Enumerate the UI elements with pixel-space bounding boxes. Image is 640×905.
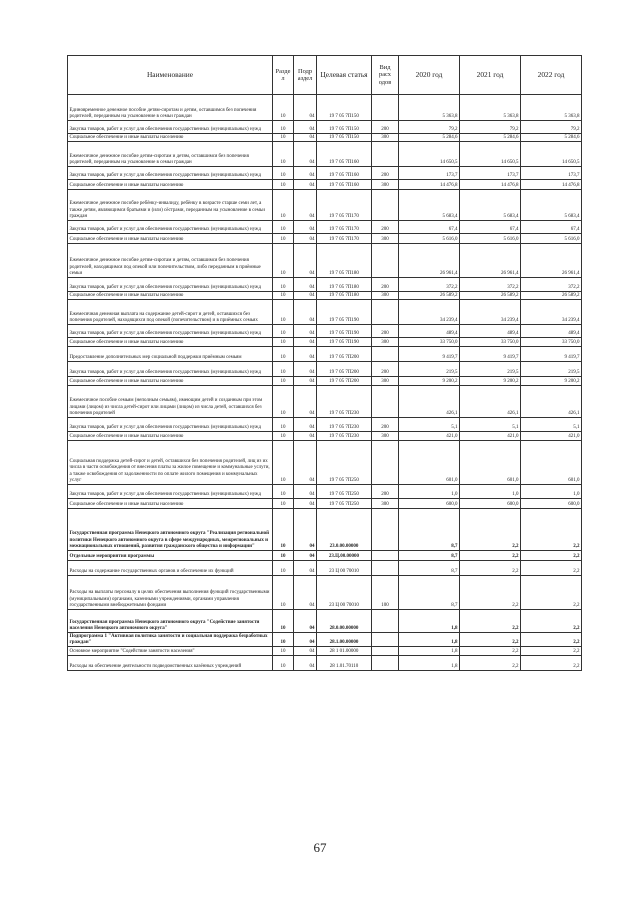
- row-2022: 1,0: [521, 485, 582, 499]
- row-target: 19 7 05 7П170: [317, 221, 372, 234]
- row-vid: [372, 386, 399, 418]
- row-target: 19 7 05 7П190: [317, 300, 372, 325]
- budget-table: [67, 55, 582, 671]
- row-target: 19 7 05 7П150: [317, 134, 372, 142]
- table-row: [68, 441, 582, 485]
- row-2020: 1,8: [399, 656, 460, 671]
- row-razdel: 10: [273, 509, 294, 551]
- header-podrazdel: Подр аздел: [294, 56, 317, 95]
- row-2021: 26 961,4: [460, 244, 521, 278]
- row-2020: 601,0: [399, 441, 460, 485]
- row-name: Расходы на выплаты персоналу в целях обеспечения выполнения функций государственными (муниципальными) органами, казенными учреждениями, органами управления государственными внебюджетными фондами: [68, 576, 273, 610]
- table-row: [68, 485, 582, 499]
- table-row: [68, 221, 582, 234]
- row-2020: 8,7: [399, 551, 460, 561]
- header-2021: 2021 год: [460, 56, 521, 95]
- row-vid: [372, 610, 399, 633]
- row-razdel: 10: [273, 647, 294, 656]
- table-row: [68, 95, 582, 121]
- row-target: 19 7 05 7П190: [317, 325, 372, 338]
- row-vid: 300: [372, 180, 399, 190]
- row-vid: 200: [372, 362, 399, 377]
- table-row: [68, 347, 582, 362]
- row-2022: 2,2: [521, 551, 582, 561]
- row-2020: 67,4: [399, 221, 460, 234]
- row-razdel: 10: [273, 499, 294, 509]
- row-vid: 300: [372, 499, 399, 509]
- row-vid: 100: [372, 576, 399, 610]
- row-podrazdel: 04: [294, 95, 317, 121]
- row-vid: 300: [372, 292, 399, 300]
- row-vid: 200: [372, 167, 399, 180]
- row-2021: 14 650,5: [460, 142, 521, 167]
- row-name: Ежемесячное пособие семьям (неполным семьям), имеющим детей и созданным при этом лицами (лицом) из числа детей-сирот или лицами (лицом) из числа детей, оставшихся без попечения родителей: [68, 386, 273, 418]
- row-podrazdel: 04: [294, 234, 317, 244]
- row-2021: 600,0: [460, 499, 521, 509]
- row-podrazdel: 04: [294, 561, 317, 576]
- table-row: [68, 509, 582, 551]
- table-row: [68, 121, 582, 134]
- row-target: 19 7 05 7П200: [317, 347, 372, 362]
- table-row: [68, 292, 582, 300]
- row-2021: 219,5: [460, 362, 521, 377]
- table-row: [68, 576, 582, 610]
- row-2021: 2,2: [460, 509, 521, 551]
- row-2020: 1,8: [399, 647, 460, 656]
- row-target: 28.1.00.00000: [317, 633, 372, 647]
- row-target: 23 Ц 00 70010: [317, 576, 372, 610]
- row-podrazdel: 04: [294, 167, 317, 180]
- row-podrazdel: 04: [294, 121, 317, 134]
- row-2022: 2,2: [521, 656, 582, 671]
- row-name: Закупка товаров, работ и услуг для обеспечения государственных (муниципальных) нужд: [68, 485, 273, 499]
- table-row: [68, 386, 582, 418]
- row-2022: 33 750,0: [521, 338, 582, 347]
- table-row: [68, 300, 582, 325]
- row-vid: 200: [372, 278, 399, 292]
- row-razdel: 10: [273, 300, 294, 325]
- row-podrazdel: 04: [294, 509, 317, 551]
- row-name: Закупка товаров, работ и услуг для обеспечения государственных (муниципальных) нужд: [68, 221, 273, 234]
- row-2022: 67,4: [521, 221, 582, 234]
- row-name: Социальная поддержка детей-сирот и детей, оставшихся без попечения родителей, лиц из их числа в части освобождения от внесения платы за жилое помещение и коммунальные услуги, а также освобождения от задолженности по оплате жилого помещения и коммунальных услуг: [68, 441, 273, 485]
- row-razdel: 10: [273, 576, 294, 610]
- row-razdel: 10: [273, 362, 294, 377]
- table-row: [68, 325, 582, 338]
- row-podrazdel: 04: [294, 325, 317, 338]
- row-2021: 9 419,7: [460, 347, 521, 362]
- row-razdel: 10: [273, 633, 294, 647]
- row-2021: 372,2: [460, 278, 521, 292]
- row-2022: 2,2: [521, 610, 582, 633]
- table-row: [68, 142, 582, 167]
- row-2021: 2,2: [460, 647, 521, 656]
- row-podrazdel: 04: [294, 244, 317, 278]
- row-vid: 300: [372, 338, 399, 347]
- header-vid: Вид расх одов: [372, 56, 399, 95]
- row-2021: 421,0: [460, 432, 521, 441]
- row-2020: 1,8: [399, 610, 460, 633]
- row-2020: 600,0: [399, 499, 460, 509]
- row-2020: 219,5: [399, 362, 460, 377]
- row-vid: 300: [372, 432, 399, 441]
- table-row: [68, 656, 582, 671]
- row-2020: 79,2: [399, 121, 460, 134]
- row-name: Социальное обеспечение и иные выплаты населению: [68, 234, 273, 244]
- row-target: 19 7 05 7П230: [317, 432, 372, 441]
- row-razdel: 10: [273, 432, 294, 441]
- row-2022: 14 650,5: [521, 142, 582, 167]
- row-razdel: 10: [273, 121, 294, 134]
- row-podrazdel: 04: [294, 499, 317, 509]
- row-2022: 34 239,4: [521, 300, 582, 325]
- row-2020: 14 476,8: [399, 180, 460, 190]
- row-podrazdel: 04: [294, 300, 317, 325]
- row-razdel: 10: [273, 551, 294, 561]
- row-2022: 9 200,2: [521, 377, 582, 386]
- table-row: [68, 234, 582, 244]
- row-target: 28 1.01.70110: [317, 656, 372, 671]
- row-2021: 33 750,0: [460, 338, 521, 347]
- row-razdel: 10: [273, 134, 294, 142]
- row-vid: 200: [372, 121, 399, 134]
- row-2022: 601,0: [521, 441, 582, 485]
- row-vid: [372, 244, 399, 278]
- row-vid: [372, 633, 399, 647]
- row-vid: [372, 190, 399, 221]
- row-2021: 14 476,8: [460, 180, 521, 190]
- row-2021: 5,1: [460, 418, 521, 432]
- row-vid: 200: [372, 325, 399, 338]
- row-2022: 26 961,4: [521, 244, 582, 278]
- row-razdel: 10: [273, 244, 294, 278]
- row-2022: 219,5: [521, 362, 582, 377]
- row-razdel: 10: [273, 180, 294, 190]
- row-vid: [372, 551, 399, 561]
- row-2022: 14 476,8: [521, 180, 582, 190]
- table-header-row: [68, 56, 582, 95]
- row-2020: 5 284,6: [399, 134, 460, 142]
- row-2020: 372,2: [399, 278, 460, 292]
- row-vid: [372, 647, 399, 656]
- row-2020: 26 589,2: [399, 292, 460, 300]
- row-target: 23 Ц 00 70010: [317, 561, 372, 576]
- row-podrazdel: 04: [294, 485, 317, 499]
- row-razdel: 10: [273, 221, 294, 234]
- row-name: Закупка товаров, работ и услуг для обеспечения государственных (муниципальных) нужд: [68, 167, 273, 180]
- row-target: 23.0.00.00000: [317, 509, 372, 551]
- row-target: 19 7 05 7П200: [317, 362, 372, 377]
- row-vid: 300: [372, 377, 399, 386]
- row-podrazdel: 04: [294, 142, 317, 167]
- row-2021: 5 363,8: [460, 95, 521, 121]
- row-razdel: 10: [273, 561, 294, 576]
- row-name: Государственная программа Ненецкого автономного округа "Реализация региональной политики Ненецкого автономного округа в сфере международных, межрегиональных и межнациональных отношений, развития гражданского общества и информации": [68, 509, 273, 551]
- row-podrazdel: 04: [294, 362, 317, 377]
- row-2020: 1,8: [399, 633, 460, 647]
- row-razdel: 10: [273, 610, 294, 633]
- row-2022: 426,1: [521, 386, 582, 418]
- row-razdel: 10: [273, 418, 294, 432]
- row-2020: 421,0: [399, 432, 460, 441]
- row-name: Закупка товаров, работ и услуг для обеспечения государственных (муниципальных) нужд: [68, 325, 273, 338]
- header-razdel: Разде л: [273, 56, 294, 95]
- table-row: [68, 338, 582, 347]
- row-2020: 5,1: [399, 418, 460, 432]
- row-target: 19 7 05 7П160: [317, 180, 372, 190]
- row-name: Подпрограмма 1 "Активная политика занятости и социальная поддержка безработных граждан": [68, 633, 273, 647]
- table-row: [68, 647, 582, 656]
- row-name: Социальное обеспечение и иные выплаты населению: [68, 499, 273, 509]
- row-2022: 600,0: [521, 499, 582, 509]
- table-row: [68, 432, 582, 441]
- row-razdel: 10: [273, 656, 294, 671]
- row-target: 19 7 05 7П150: [317, 121, 372, 134]
- row-razdel: 10: [273, 347, 294, 362]
- row-vid: [372, 347, 399, 362]
- row-2020: 1,0: [399, 485, 460, 499]
- row-vid: 300: [372, 234, 399, 244]
- row-2022: 79,2: [521, 121, 582, 134]
- row-2020: 14 650,5: [399, 142, 460, 167]
- row-vid: [372, 95, 399, 121]
- row-razdel: 10: [273, 167, 294, 180]
- row-vid: [372, 300, 399, 325]
- row-2022: 5 616,0: [521, 234, 582, 244]
- row-target: 19 7 05 7П180: [317, 244, 372, 278]
- table-row: [68, 190, 582, 221]
- row-name: Отдельные мероприятия программы: [68, 551, 273, 561]
- table-row: [68, 134, 582, 142]
- row-vid: 200: [372, 418, 399, 432]
- row-2021: 2,2: [460, 656, 521, 671]
- row-vid: [372, 561, 399, 576]
- row-2022: 26 589,2: [521, 292, 582, 300]
- row-2022: 5 363,8: [521, 95, 582, 121]
- row-2022: 372,2: [521, 278, 582, 292]
- row-2020: 5 683,4: [399, 190, 460, 221]
- row-podrazdel: 04: [294, 386, 317, 418]
- table-row: [68, 180, 582, 190]
- row-2021: 601,0: [460, 441, 521, 485]
- row-2022: 173,7: [521, 167, 582, 180]
- row-2022: 2,2: [521, 647, 582, 656]
- row-name: Социальное обеспечение и иные выплаты населению: [68, 292, 273, 300]
- table-row: [68, 377, 582, 386]
- row-podrazdel: 04: [294, 221, 317, 234]
- row-podrazdel: 04: [294, 278, 317, 292]
- row-2020: 426,1: [399, 386, 460, 418]
- table-row: [68, 167, 582, 180]
- row-podrazdel: 04: [294, 338, 317, 347]
- row-2021: 5 616,0: [460, 234, 521, 244]
- row-podrazdel: 04: [294, 180, 317, 190]
- row-podrazdel: 04: [294, 377, 317, 386]
- table-row: [68, 244, 582, 278]
- row-name: Закупка товаров, работ и услуг для обеспечения государственных (муниципальных) нужд: [68, 278, 273, 292]
- row-podrazdel: 04: [294, 633, 317, 647]
- row-vid: [372, 142, 399, 167]
- row-target: 19 7 05 7П180: [317, 278, 372, 292]
- row-razdel: 10: [273, 278, 294, 292]
- row-name: Социальное обеспечение и иные выплаты населению: [68, 180, 273, 190]
- row-2021: 2,2: [460, 561, 521, 576]
- row-target: 19 7 05 7П160: [317, 167, 372, 180]
- row-2022: 2,2: [521, 561, 582, 576]
- row-2021: 1,0: [460, 485, 521, 499]
- row-2020: 5 363,8: [399, 95, 460, 121]
- row-podrazdel: 04: [294, 647, 317, 656]
- row-razdel: 10: [273, 292, 294, 300]
- row-target: 19 7 05 7П250: [317, 441, 372, 485]
- table-row: [68, 561, 582, 576]
- row-name: Предоставление дополнительных мер социальной поддержки приёмным семьям: [68, 347, 273, 362]
- row-razdel: 10: [273, 338, 294, 347]
- row-2021: 426,1: [460, 386, 521, 418]
- row-name: Закупка товаров, работ и услуг для обеспечения государственных (муниципальных) нужд: [68, 418, 273, 432]
- row-target: 19 7 05 7П170: [317, 234, 372, 244]
- row-target: 19 7 05 7П160: [317, 142, 372, 167]
- row-2020: 9 419,7: [399, 347, 460, 362]
- row-2021: 2,2: [460, 551, 521, 561]
- row-target: 23.Ц.00.00000: [317, 551, 372, 561]
- row-vid: [372, 441, 399, 485]
- row-podrazdel: 04: [294, 551, 317, 561]
- row-name: Расходы на содержание государственных органов и обеспечение их функций: [68, 561, 273, 576]
- row-razdel: 10: [273, 377, 294, 386]
- row-name: Социальное обеспечение и иные выплаты населению: [68, 134, 273, 142]
- row-2022: 5,1: [521, 418, 582, 432]
- row-2020: 489,4: [399, 325, 460, 338]
- row-2022: 2,2: [521, 633, 582, 647]
- row-2022: 5 284,6: [521, 134, 582, 142]
- row-podrazdel: 04: [294, 418, 317, 432]
- table-row: [68, 610, 582, 633]
- row-2022: 5 683,4: [521, 190, 582, 221]
- header-2020: 2020 год: [399, 56, 460, 95]
- row-target: 19 7 05 7П180: [317, 292, 372, 300]
- row-2020: 34 239,4: [399, 300, 460, 325]
- row-target: 19 7 05 7П230: [317, 386, 372, 418]
- row-name: Ежемесячное денежное пособие детям-сиротам и детям, оставшимся без попечения родителей, находящимся под опекой или попечительством, либо переданным в приёмные семьи: [68, 244, 273, 278]
- row-vid: 300: [372, 134, 399, 142]
- row-name: Социальное обеспечение и иные выплаты населению: [68, 338, 273, 347]
- row-2021: 2,2: [460, 576, 521, 610]
- row-name: Расходы на обеспечение деятельности подведомственных казённых учреждений: [68, 656, 273, 671]
- row-2021: 34 239,4: [460, 300, 521, 325]
- row-podrazdel: 04: [294, 656, 317, 671]
- row-2020: 9 200,2: [399, 377, 460, 386]
- row-2021: 26 589,2: [460, 292, 521, 300]
- row-2021: 79,2: [460, 121, 521, 134]
- row-name: Социальное обеспечение и иные выплаты населению: [68, 432, 273, 441]
- row-razdel: 10: [273, 485, 294, 499]
- row-name: Государственная программа Ненецкого автономного округа "Содействие занятости населения Ненецкого автономного округа": [68, 610, 273, 633]
- row-name: Ежемесячное денежное пособие детям-сиротам и детям, оставшимся без попечения родителей, переданным на усыновление в семьи граждан: [68, 142, 273, 167]
- row-vid: 200: [372, 221, 399, 234]
- row-name: Ежемесячное денежное пособие ребёнку-инвалиду, ребёнку в возрасте старше семи лет, а также детям, являющимся братьями и (или) сёстрами, переданным на усыновление в семьи граждан: [68, 190, 273, 221]
- row-target: 19 7 05 7П250: [317, 485, 372, 499]
- row-razdel: 10: [273, 441, 294, 485]
- row-podrazdel: 04: [294, 134, 317, 142]
- row-target: 19 7 05 7П190: [317, 338, 372, 347]
- row-2020: 8,7: [399, 576, 460, 610]
- row-podrazdel: 04: [294, 292, 317, 300]
- row-name: Социальное обеспечение и иные выплаты населению: [68, 377, 273, 386]
- row-2020: 173,7: [399, 167, 460, 180]
- header-name: Наименование: [68, 56, 273, 95]
- row-podrazdel: 04: [294, 441, 317, 485]
- table-row: [68, 278, 582, 292]
- row-vid: [372, 656, 399, 671]
- row-2021: 5 284,6: [460, 134, 521, 142]
- row-2021: 173,7: [460, 167, 521, 180]
- row-target: 19 7 05 7П250: [317, 499, 372, 509]
- row-target: 19 7 05 7П230: [317, 418, 372, 432]
- row-podrazdel: 04: [294, 610, 317, 633]
- row-2020: 33 750,0: [399, 338, 460, 347]
- row-2022: 489,4: [521, 325, 582, 338]
- row-target: 19 7 05 7П150: [317, 95, 372, 121]
- row-podrazdel: 04: [294, 576, 317, 610]
- row-name: Основное мероприятие "Содействие занятости населения": [68, 647, 273, 656]
- table-row: [68, 551, 582, 561]
- table-row: [68, 362, 582, 377]
- row-razdel: 10: [273, 190, 294, 221]
- row-2021: 5 683,4: [460, 190, 521, 221]
- row-2020: 26 961,4: [399, 244, 460, 278]
- table-row: [68, 499, 582, 509]
- row-razdel: 10: [273, 234, 294, 244]
- row-2022: 9 419,7: [521, 347, 582, 362]
- row-2020: 8,7: [399, 509, 460, 551]
- row-razdel: 10: [273, 325, 294, 338]
- row-name: Закупка товаров, работ и услуг для обеспечения государственных (муниципальных) нужд: [68, 121, 273, 134]
- row-target: 19 7 05 7П170: [317, 190, 372, 221]
- row-2022: 2,2: [521, 509, 582, 551]
- row-2021: 9 200,2: [460, 377, 521, 386]
- row-2021: 67,4: [460, 221, 521, 234]
- row-razdel: 10: [273, 386, 294, 418]
- row-podrazdel: 04: [294, 190, 317, 221]
- row-2021: 2,2: [460, 633, 521, 647]
- row-2022: 2,2: [521, 576, 582, 610]
- table-row: [68, 633, 582, 647]
- row-vid: [372, 509, 399, 551]
- row-2020: 5 616,0: [399, 234, 460, 244]
- row-target: 28.0.00.00000: [317, 610, 372, 633]
- row-name: Закупка товаров, работ и услуг для обеспечения государственных (муниципальных) нужд: [68, 362, 273, 377]
- row-2021: 2,2: [460, 610, 521, 633]
- row-vid: 200: [372, 485, 399, 499]
- header-2022: 2022 год: [521, 56, 582, 95]
- row-target: 28 1 01.00000: [317, 647, 372, 656]
- table-row: [68, 418, 582, 432]
- row-2020: 8,7: [399, 561, 460, 576]
- row-2021: 489,4: [460, 325, 521, 338]
- row-podrazdel: 04: [294, 347, 317, 362]
- row-podrazdel: 04: [294, 432, 317, 441]
- row-razdel: 10: [273, 142, 294, 167]
- page-number: 67: [313, 840, 327, 855]
- row-2022: 421,0: [521, 432, 582, 441]
- row-razdel: 10: [273, 95, 294, 121]
- row-name: Ежемесячная денежная выплата на содержание детей-сирот и детей, оставшихся без попечения родителей, находящихся под опекой (попечительством) и в приёмных семьях: [68, 300, 273, 325]
- header-target: Целевая статья: [317, 56, 372, 95]
- row-name: Единовременное денежное пособие детям-сиротам и детям, оставшимся без попечения родителей, переданным на усыновление в семьи граждан: [68, 95, 273, 121]
- row-target: 19 7 05 7П200: [317, 377, 372, 386]
